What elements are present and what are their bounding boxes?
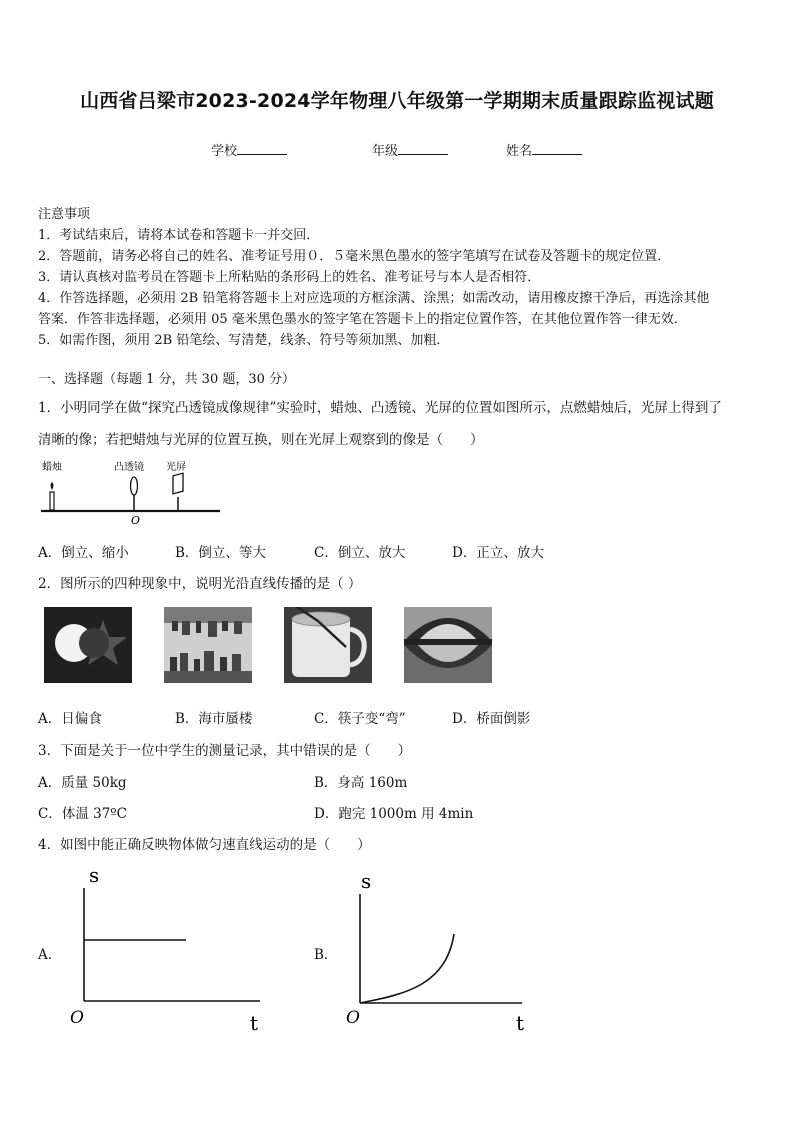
- notice-item: 2．答题前，请务必将自己的姓名、准考证号用０．５毫米黑色墨水的签字笔填写在试卷及答题卡的规定位置．: [38, 249, 671, 264]
- graph-b-curve: [360, 934, 454, 1003]
- question-4-text: 4．如图中能正确反映物体做匀速直线运动的是（ ）: [38, 837, 371, 853]
- question-2-text: 2．图所示的四种现象中，说明光沿直线传播的是（ ）: [38, 576, 362, 592]
- notice-item: 1．考试结束后，请将本试卷和答题卡一并交回．: [38, 228, 320, 243]
- q3-option-d[interactable]: D．跑完 1000m 用 4min: [314, 806, 474, 822]
- graph-a: [62, 858, 272, 1038]
- graph-b-x-label: t: [516, 1011, 525, 1035]
- bent-chopstick-photo: [284, 607, 372, 683]
- lens-label: 凸透镜: [114, 462, 144, 473]
- graph-a-y-label: s: [89, 863, 100, 887]
- solar-eclipse-photo: [44, 607, 132, 683]
- graph-b-y-label: s: [361, 869, 372, 893]
- flame-icon: [51, 482, 54, 490]
- notice-item: 答案．作答非选择题，必须用 05 毫米黑色墨水的签字笔在答题卡上的指定位置作答，在其他位置作答一律无效．: [38, 312, 687, 327]
- q1-option-a[interactable]: A．倒立、缩小: [38, 545, 129, 561]
- bridge-reflection-photo: [404, 607, 492, 683]
- q2-option-b[interactable]: B．海市蜃楼: [175, 711, 253, 727]
- q1-option-d[interactable]: D．正立、放大: [452, 545, 544, 561]
- question-3-text: 3．下面是关于一位中学生的测量记录，其中错误的是（ ）: [38, 743, 412, 759]
- q2-option-d[interactable]: D．桥面倒影: [452, 711, 531, 727]
- question-1-line1: 1．小明同学在做“探究凸透镜成像规律”实验时，蜡烛、凸透镜、光屏的位置如图所示，点燃蜡烛后，光屏上得到了: [38, 400, 722, 416]
- q1-option-c[interactable]: C．倒立、放大: [314, 545, 406, 561]
- notice-heading: 注意事项: [38, 207, 91, 222]
- school-label: 学校: [211, 144, 238, 159]
- q4-option-b-label[interactable]: B．: [314, 947, 338, 963]
- notice-item: 3．请认真核对监考员在答题卡上所粘贴的条形码上的姓名、准考证号与本人是否相符．: [38, 270, 541, 285]
- screen-label: 光屏: [166, 462, 186, 473]
- graph-a-origin: O: [70, 1008, 84, 1028]
- section-heading: 一、选择题（每题 1 分，共 30 题，30 分）: [38, 372, 296, 387]
- q2-option-c[interactable]: C．筷子变“弯”: [314, 711, 406, 727]
- q3-option-b[interactable]: B．身高 160m: [314, 775, 408, 791]
- notice-item: 4．作答选择题，必须用 2B 铅笔将答题卡上对应选项的方框涂满、涂黑；如需改动，请用橡皮擦干净后，再选涂其他: [38, 291, 710, 306]
- convex-lens-icon: [131, 477, 138, 495]
- screen-icon: [173, 473, 183, 494]
- mirage-photo: [164, 607, 252, 683]
- q3-option-c[interactable]: C．体温 37ºC: [38, 806, 127, 822]
- grade-field[interactable]: [372, 140, 448, 159]
- notice-item: 5．如需作图，须用 2B 铅笔绘、写清楚，线条、符号等须加黑、加粗．: [38, 333, 450, 348]
- q1-option-b[interactable]: B．倒立、等大: [175, 545, 266, 561]
- candle-icon: [50, 492, 54, 510]
- question-1-line2: 清晰的像；若把蜡烛与光屏的位置互换，则在光屏上观察到的像是（ ）: [38, 432, 484, 448]
- graph-b-origin: O: [346, 1008, 360, 1028]
- name-label: 姓名: [506, 144, 533, 159]
- q2-option-a[interactable]: A．日偏食: [38, 711, 102, 727]
- page-title: 山西省吕梁市2023-2024学年物理八年级第一学期期末质量跟踪监视试题: [80, 90, 714, 112]
- graph-a-x-label: t: [250, 1011, 259, 1035]
- name-field[interactable]: [506, 140, 582, 159]
- q3-option-a[interactable]: A．质量 50kg: [38, 775, 127, 791]
- grade-label: 年级: [372, 144, 399, 159]
- q4-option-a-label[interactable]: A．: [38, 947, 62, 963]
- lens-setup-figure: [38, 456, 238, 528]
- candle-label: 蜡烛: [42, 462, 62, 473]
- origin-label: O: [131, 514, 141, 527]
- school-field[interactable]: [211, 140, 287, 159]
- graph-b: [338, 866, 548, 1038]
